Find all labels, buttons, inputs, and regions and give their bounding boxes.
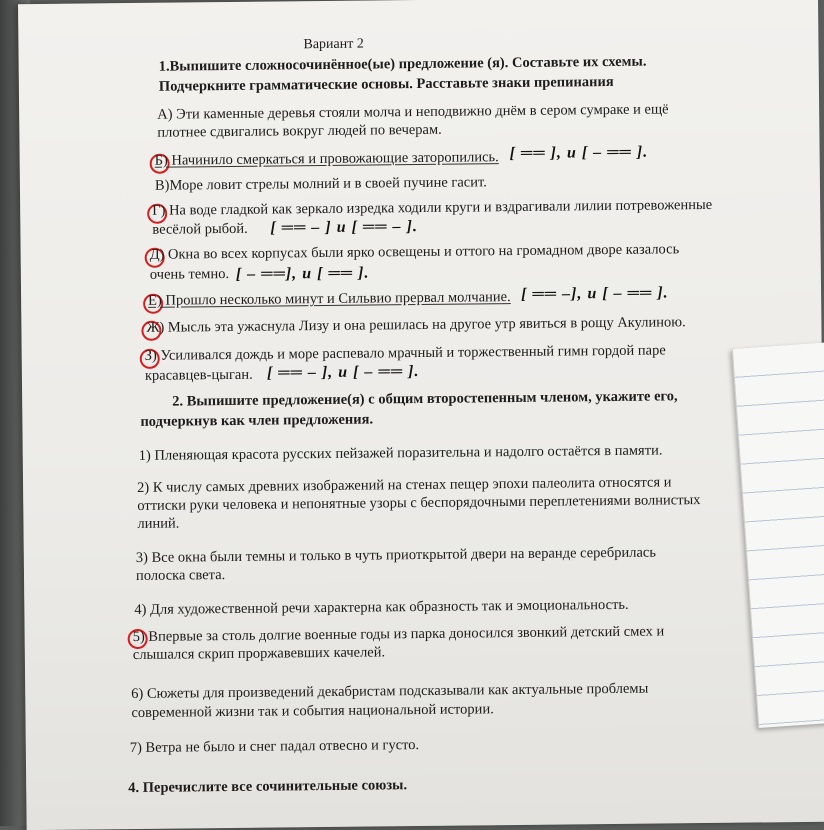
task2-sentence-7: 7) Ветра не было и снег падал отвесно и густо. bbox=[129, 737, 420, 757]
task1-title-line1: 1.Выпишите сложносочинённое(ые) предложение (я). Составьте их схемы. bbox=[158, 53, 647, 75]
task2-sentence-5-line1: 5) Впервые за столь долгие военные годы из парка доносился звонкий детский смех и bbox=[132, 623, 665, 646]
sentence-b: Б) Начинило смеркаться и провожающие заторопились. bbox=[154, 149, 499, 169]
task2-sentence-1: 1) Пленяющая красота русских пейзажей поразительна и надолго остаётся в памяти. bbox=[138, 442, 663, 464]
task2-sentence-2-line3: линий. bbox=[137, 515, 180, 532]
sentence-a-line1: А) Эти каменные деревья стояли молча и неподвижно днём в сером сумраке и ещё bbox=[157, 101, 669, 123]
scheme-b: [ ══ ], и [ – ══ ]. bbox=[509, 143, 649, 163]
sentence-d-line1: Д) Окна во всех корпусах были ярко освещены и оттого на громадном дворе казалось bbox=[149, 241, 680, 263]
sentence-e: Е) Прошло несколько минут и Сильвио прервал молчание. bbox=[148, 289, 511, 309]
scheme-z: [ ══ – ], и [ – ══ ]. bbox=[266, 363, 420, 382]
variant-title: Вариант 2 bbox=[303, 36, 364, 53]
sentence-z-line1: З) Усиливался дождь и море распевало мрачный и торжественный гимн гордой паре bbox=[144, 342, 666, 364]
scheme-d: [ – ══], и [ ══ ]. bbox=[235, 264, 370, 283]
sentence-d-line2: очень темно. bbox=[149, 265, 230, 283]
task2-sentence-6-line1: 6) Сюжеты для произведений декабристам подсказывали как актуальные проблемы bbox=[131, 680, 649, 703]
sentence-v: В)Море ловит стрелы молний и в своей пучине гасит. bbox=[154, 174, 487, 194]
scheme-g: [ ══ – ] и [ ══ – ]. bbox=[270, 218, 419, 237]
task2-title-line2: подчеркнув как член предложения. bbox=[140, 411, 374, 430]
task2-sentence-4: 4) Для художественной речи характерна как образность так и эмоциональность. bbox=[134, 596, 629, 619]
sentence-g-line1: Г) На воде гладкой как зеркало изредка ходили круги и вздрагивали лилии потревоженные bbox=[152, 196, 713, 219]
task4-title: 4. Перечислите все сочинительные союзы. bbox=[128, 777, 408, 797]
task2-sentence-2-line1: 2) К числу самых древних изображений на стенах пещер эпохи палеолита относятся и bbox=[137, 474, 672, 496]
sentence-zh: Ж) Мысль эта ужаснула Лизу и она решилась на другое утр явиться в рощу Акулиною. bbox=[146, 314, 686, 336]
task2-sentence-5-line2: слышался скрип проржавевших качелей. bbox=[132, 644, 386, 664]
worksheet-paper bbox=[18, 0, 824, 830]
task1-title-line2: Подчеркните грамматические основы. Расставьте знаки препинания bbox=[158, 73, 614, 95]
task2-sentence-2-line2: оттиски руки человека и непонятные узоры с беспорядочными переплетениями волнистых bbox=[137, 492, 701, 514]
sentence-g-line2: весёлой рыбой. bbox=[152, 220, 248, 238]
sentence-a-line2: плотнее сдвигались вокруг людей по вечерам. bbox=[157, 121, 442, 141]
task2-sentence-3-line1: 3) Все окна были темны и только в чуть приоткрытой двери на веранде серебрилась bbox=[135, 544, 657, 566]
task2-title-line1: 2. Выпишите предложение(я) с общим второстепенным членом, укажите его, bbox=[172, 388, 678, 410]
scheme-e: [ ══ –], и [ – ══ ]. bbox=[520, 284, 669, 303]
task2-sentence-3-line2: полоска света. bbox=[135, 567, 226, 584]
task2-sentence-6-line2: современной жизни так и события национальной истории. bbox=[131, 701, 494, 722]
sentence-z-line2: красавцев-цыган. bbox=[144, 366, 253, 384]
